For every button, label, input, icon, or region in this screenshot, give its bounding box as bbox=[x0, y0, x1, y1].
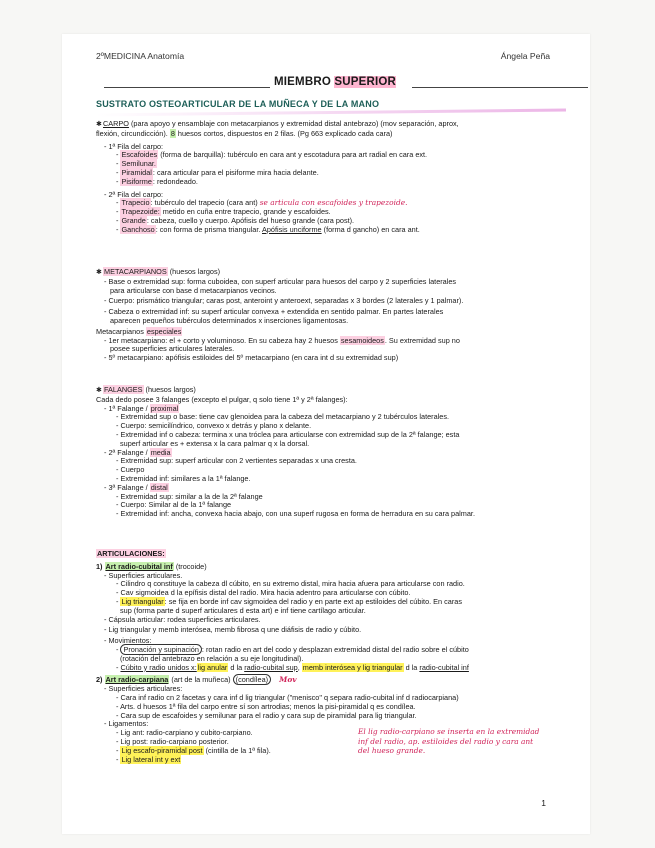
s2-text: Cav sigmoidea d la epífisis distal del radio. Mira hacia adentro para articularse con cúbito. bbox=[120, 588, 411, 598]
ganchoso-text-2: (forma d gancho) en cara ant. bbox=[321, 224, 420, 234]
articulaciones-heading bbox=[96, 550, 568, 559]
title-word-1: MIEMBRO bbox=[274, 76, 331, 88]
f2c-text: Extremidad inf: similares a la 1ª falange. bbox=[120, 473, 251, 483]
m1-line-1: - 1er metacarpiano: el + corto y voluminoso. En su cabeza hay 2 huesos sesamoideos. Su extremidad sup no bbox=[104, 335, 460, 345]
page-number: 1 bbox=[541, 798, 546, 809]
f1d-text: superf articular es + extensa x la cara palmar q x la dorsal. bbox=[120, 438, 310, 448]
f1a-text: Extremidad sup o base: tiene cav glenoidea para la cabeza del metacarpiano y 2 tubérculos laterales. bbox=[120, 412, 450, 422]
m1-text-a: 1er metacarpiano: el + corto y voluminoso. En su cabeza hay 2 huesos bbox=[108, 335, 340, 345]
g2-line: - Lig post: radio-carpiano posterior. bbox=[116, 736, 229, 746]
f2b-text: Cuerpo bbox=[120, 465, 145, 475]
sup2-text: Superficies articulares: bbox=[108, 684, 183, 694]
cabeza-text-2: aparecen pequeños tubérculos determinados x inserciones ligamentosas. bbox=[110, 315, 349, 325]
lig-anular-term: lig anular bbox=[197, 662, 228, 672]
title-rule-left bbox=[104, 87, 270, 88]
ganchoso-line: - Ganchoso: con forma de prisma triangular. Apófisis unciforme (forma d gancho) en cara ant. bbox=[116, 224, 420, 234]
base-text-1: Base o extremidad sup: forma cuboidea, con superf articular para huesos del carpo y 2 superficies laterales bbox=[108, 276, 457, 286]
art2-term: Art radio-carpiana bbox=[105, 675, 169, 685]
sesamoideos-term: sesamoideos bbox=[340, 335, 384, 345]
g2-text: Lig post: radio-carpiano posterior. bbox=[120, 736, 229, 746]
g1-line: - Lig ant: radio-carpiano y cubito-carpiano. bbox=[116, 728, 253, 738]
f2-term: media bbox=[150, 447, 171, 457]
art1-type: (trocoide) bbox=[173, 561, 207, 571]
grande-term: Grande bbox=[121, 215, 146, 225]
escafoides-line: - Escafoides (forma de barquilla): tubérculo en cara ant y escotadura para art radial en cara ext. bbox=[116, 150, 428, 160]
mov2-text-a: Cúbito y radio unidos x: bbox=[120, 662, 197, 672]
f3a-line: - Extremidad sup: similar a la de la 2ª falange bbox=[116, 491, 263, 501]
trapecio-text: : tubérculo del trapecio (cara ant) bbox=[150, 198, 258, 208]
f2a-text: Extremidad sup: superf articular con 2 vertientes separadas x una cresta. bbox=[120, 456, 357, 466]
grande-line: - Grande: cabeza, cuello y cuerpo. Apófisis del hueso grande (cara post). bbox=[116, 215, 355, 225]
semilunar-term: Semilunar. bbox=[121, 159, 156, 169]
f1-heading: - 1ª Falange / proximal bbox=[104, 403, 179, 413]
handwritten-note bbox=[358, 727, 539, 755]
f2-label: 2ª Falange / bbox=[108, 447, 150, 457]
trapecio-handwritten-note: se articula con escafoides y trapezoide. bbox=[259, 198, 408, 208]
t3-text: Cara sup de escafoides y semilunar para el radio y cara sup de piramidal para lig triangular. bbox=[120, 710, 417, 720]
f1-label: 1ª Falange / bbox=[108, 403, 150, 413]
mov-heading: - Movimientos: bbox=[104, 636, 152, 646]
falanges-block bbox=[96, 386, 568, 519]
grande-text: : cabeza, cuello y cuerpo. Apófisis del hueso grande (cara post). bbox=[146, 215, 355, 225]
piramidal-term: Piramidal bbox=[121, 167, 152, 177]
especiales-term: especiales bbox=[146, 326, 182, 336]
cabeza-text-1: Cabeza o extremidad inf: su superf articular convexa + extendida en sentido palmar. En partes laterales bbox=[108, 307, 444, 317]
title-row bbox=[96, 78, 550, 92]
mov-handwritten-note: Mov bbox=[279, 675, 297, 685]
t3-line: - Cara sup de escafoides y semilunar para el radio y cara sup de piramidal para lig triangular. bbox=[116, 710, 417, 720]
lig-text: Lig triangular y memb interósea, memb fibrosa q une diáfisis de radio y cúbito. bbox=[108, 625, 362, 635]
carpo-count: 8 bbox=[170, 128, 175, 138]
pronacion-term: Pronación y supinación bbox=[120, 644, 201, 655]
capsula-text: Cápsula articular: rodea superficies articulares. bbox=[108, 614, 261, 624]
mov2-text-c: d la bbox=[228, 662, 245, 672]
radio-cubital-sup-term: radio-cubital sup bbox=[244, 662, 298, 672]
handwritten-line-3: del hueso grande. bbox=[358, 745, 426, 755]
carpo-term: CARPO bbox=[103, 119, 129, 128]
lig-triangular-term: Lig triangular bbox=[121, 596, 164, 606]
pisiforme-text: : redondeado. bbox=[152, 176, 198, 186]
piramidal-text: : cara articular para el pisiforme mira hacia delante. bbox=[152, 167, 319, 177]
escafoides-text: (forma de barquilla): tubérculo en cara ant y escotadura para art radial en cara ext. bbox=[158, 150, 428, 160]
metacarpianos-term: METACARPIANOS bbox=[104, 267, 167, 276]
trapecio-term: Trapecio bbox=[121, 198, 150, 208]
carpo-line-2 bbox=[96, 130, 568, 139]
fila1-text: 1ª Fila del carpo: bbox=[108, 141, 164, 151]
cabeza-line-1: - Cabeza o extremidad inf: su superf articular convexa + extendida en sentido palmar. En partes laterales bbox=[104, 307, 444, 317]
articulaciones-block bbox=[96, 550, 568, 764]
ganchoso-text-1: : con forma de prisma triangular. bbox=[155, 224, 262, 234]
f1b-line: - Cuerpo: semicilíndrico, convexo x detrás y plano x delante. bbox=[116, 421, 312, 431]
ligs-heading: - Ligamentos: bbox=[104, 719, 149, 729]
sup-heading: - Superficies articulares. bbox=[104, 570, 183, 580]
header-author: Ángela Peña bbox=[500, 51, 550, 61]
trapezoide-term: Trapezoide: bbox=[121, 207, 160, 217]
s3-text-b: : se fija en borde inf cav sigmoidea del radio y en parte ext ap estiloides del cúbito. En caras bbox=[164, 596, 462, 606]
f3c-line: - Extremidad inf: ancha, convexa hacia abajo, con una superf rugosa en forma de herradura en su cara palmar. bbox=[116, 509, 475, 519]
trapezoide-line: - Trapezoide: metido en cuña entre trapecio, grande y escafoides. bbox=[116, 207, 331, 217]
art2-num: 2) bbox=[96, 675, 105, 685]
fila2-text: 2ª Fila del carpo: bbox=[108, 189, 164, 199]
s3-line: - Lig triangular: se fija en borde inf cav sigmoidea del radio y en parte ext ap estiloides del cúbito. En caras bbox=[116, 596, 462, 606]
title-rule-right bbox=[412, 87, 588, 88]
falanges-term: FALANGES bbox=[104, 385, 143, 394]
m5-text: 5º metacarpiano: apófisis estiloides del 5º metacarpiano (en cara int d su extremidad sup) bbox=[108, 353, 399, 363]
base-line-1: - Base o extremidad sup: forma cuboidea, con superf articular para huesos del carpo y 2 superficies laterales bbox=[104, 276, 457, 286]
m1-text-d: posee superficies articulares laterales. bbox=[110, 344, 235, 354]
f3-label: 3ª Falange / bbox=[108, 482, 150, 492]
g4-line: - Lig lateral int y ext bbox=[116, 754, 181, 764]
carpo-text-2a: flexión, circundicción). bbox=[96, 128, 170, 138]
trapezoide-text: metido en cuña entre trapecio, grande y escafoides. bbox=[160, 207, 331, 217]
f2a-line: - Extremidad sup: superf articular con 2 vertientes separadas x una cresta. bbox=[116, 456, 357, 466]
piramidal-line: - Piramidal: cara articular para el pisiforme mira hacia delante. bbox=[116, 167, 319, 177]
f1c-line: - Extremidad inf o cabeza: termina x una tróclea para articularse con extremidad sup de la 2ª falange; esta bbox=[116, 429, 460, 439]
ganchoso-term: Ganchoso bbox=[121, 224, 155, 234]
f3b-line: - Cuerpo: Similar al de la 1ª falange bbox=[116, 500, 232, 510]
star-bullet-icon: ✱ bbox=[96, 269, 102, 276]
semilunar-line: - Semilunar. bbox=[116, 159, 156, 169]
page-title bbox=[274, 78, 396, 87]
g1-text: Lig ant: radio-carpiano y cubito-carpiano. bbox=[120, 728, 253, 738]
carpo-text-1: (para apoyo y ensamblaje con metacarpianos y extremidad distal antebrazo) (mov separación, aprox, bbox=[128, 119, 459, 128]
s3-text-c: sup (forma parte d superf articulares d esta art) e inf tiene cartílago articular. bbox=[120, 605, 366, 615]
capsula-line: - Cápsula articular: rodea superficies articulares. bbox=[104, 614, 261, 624]
section-highlight bbox=[96, 109, 566, 117]
falanges-note: (huesos largos) bbox=[143, 385, 196, 394]
art2-note: (art de la muñeca) bbox=[169, 675, 233, 685]
handwritten-line-1: El lig radio-carpiano se inserta en la extremidad bbox=[358, 727, 540, 737]
metacarpianos-note: (huesos largos) bbox=[167, 267, 221, 276]
mov2-line: - Cúbito y radio unidos x:lig anular d la radio-cubital sup, memb interósea y lig triangular d la radio-cubital inf bbox=[116, 662, 469, 672]
mov2-text-e: , bbox=[297, 662, 302, 672]
lig-escafo-term: Lig escafo-piramidal post bbox=[121, 745, 203, 755]
s2-line: - Cav sigmoidea d la epífisis distal del radio. Mira hacia adentro para articularse con cúbito. bbox=[116, 588, 411, 598]
g3-line: - Lig escafo-piramidal post (cintilla de la 1ª fila). bbox=[116, 745, 271, 755]
metacarpianos-block bbox=[96, 268, 568, 363]
f3c-text: Extremidad inf: ancha, convexa hacia abajo, con una superf rugosa en forma de herradura en su cara palmar. bbox=[120, 509, 475, 519]
t2-line: - Arts. d huesos 1ª fila del carpo entre sí son artrodias; menos la pisi-piramidal q es condílea. bbox=[116, 701, 416, 711]
escafoides-term: Escafoides bbox=[121, 150, 158, 160]
m5-line: - 5º metacarpiano: apófisis estiloides del 5º metacarpiano (en cara int d su extremidad sup) bbox=[104, 353, 399, 363]
f1-term: proximal bbox=[150, 403, 179, 413]
carpo-block bbox=[96, 120, 568, 235]
base-text-2: para articularse con base d metacarpianos vecinos. bbox=[110, 285, 277, 295]
condilea-term: (condílea) bbox=[233, 674, 271, 685]
s1-text: Cilindro q constituye la cabeza dl cúbito, en su extremo distal, mira hacia afuera para articularse con radio. bbox=[120, 579, 465, 589]
radio-cubital-inf-term: radio-cubital inf bbox=[419, 662, 469, 672]
sup2-heading: - Superficies articulares: bbox=[104, 684, 183, 694]
f2-heading: - 2ª Falange / media bbox=[104, 447, 171, 457]
f1c-text: Extremidad inf o cabeza: termina x una tróclea para articularse con extremidad sup de la 2ª falange; esta bbox=[120, 429, 460, 439]
star-bullet-icon: ✱ bbox=[96, 387, 102, 394]
f3-term: distal bbox=[150, 482, 168, 492]
lig-line: - Lig triangular y memb interósea, memb fibrosa q une diáfisis de radio y cúbito. bbox=[104, 625, 362, 635]
title-word-2: SUPERIOR bbox=[334, 76, 397, 88]
mov-text: Movimientos: bbox=[108, 636, 152, 646]
ganchoso-apofisis: Apófisis unciforme bbox=[262, 224, 322, 234]
cuerpo-line: - Cuerpo: prismático triangular; caras post, anteroint y anteroext, separadas x 3 bordes (2 laterales y 1 palmar). bbox=[104, 296, 464, 306]
header-course: 2ºMEDICINA Anatomía bbox=[96, 51, 185, 61]
pisiforme-term: Pisiforme bbox=[121, 176, 152, 186]
notes-page bbox=[62, 34, 590, 834]
mov1-line: - Pronación y supinación : rotan radio en art del codo y desplazan extremidad distal del radio sobre el cúbito bbox=[116, 644, 469, 654]
art1-num: 1) bbox=[96, 561, 105, 571]
especiales-pre: Metacarpianos bbox=[96, 326, 146, 336]
sup-text: Superficies articulares. bbox=[108, 570, 183, 580]
t2-text: Arts. d huesos 1ª fila del carpo entre sí son artrodias; menos la pisi-piramidal q es condílea. bbox=[120, 701, 416, 711]
g3-text-b: (cintilla de la 1ª fila). bbox=[203, 745, 271, 755]
memb-interosea-term: memb interósea y lig triangular bbox=[302, 662, 403, 672]
f3a-text: Extremidad sup: similar a la de la 2ª falange bbox=[120, 491, 263, 501]
falanges-intro: Cada dedo posee 3 falanges (excepto el pulgar, q solo tiene 1ª y 2ª falanges): bbox=[96, 394, 348, 404]
mov1-text: : rotan radio en art del codo y desplazan extremidad distal del radio sobre el cúbito bbox=[201, 644, 469, 654]
articulaciones-term: ARTICULACIONES: bbox=[97, 549, 165, 558]
star-bullet-icon: ✱ bbox=[96, 121, 102, 128]
f3-heading: - 3ª Falange / distal bbox=[104, 482, 168, 492]
mov2-text-g: d la bbox=[403, 662, 420, 672]
ligs-text: Ligamentos: bbox=[108, 719, 149, 729]
cabeza-line-2 bbox=[96, 317, 568, 326]
mov1-text-c: (rotación del antebrazo en relación a su eje longitudinal). bbox=[120, 653, 304, 663]
base-line-2 bbox=[96, 287, 568, 296]
ligs-list bbox=[96, 729, 568, 764]
f2b-line: - Cuerpo bbox=[116, 465, 145, 475]
f3b-text: Cuerpo: Similar al de la 1ª falange bbox=[120, 500, 232, 510]
fila1-heading: - 1ª Fila del carpo: bbox=[104, 141, 164, 151]
s1-line: - Cilindro q constituye la cabeza dl cúbito, en su extremo distal, mira hacia afuera para articularse con radio. bbox=[116, 579, 465, 589]
trapecio-line: - Trapecio: tubérculo del trapecio (cara ant) se articula con escafoides y trapezoide. bbox=[116, 198, 408, 208]
lig-lateral-term: Lig lateral int y ext bbox=[121, 754, 181, 764]
f2c-line: - Extremidad inf: similares a la 1ª falange. bbox=[116, 473, 251, 483]
pisiforme-line: - Pisiforme: redondeado. bbox=[116, 176, 198, 186]
handwritten-line-2: inf del radio, ap. estiloides del radio y cara ant bbox=[358, 736, 534, 746]
carpo-text-2c: huesos cortos, dispuestos en 2 filas. (Pg 663 explicado cada cara) bbox=[175, 128, 393, 138]
f1a-line: - Extremidad sup o base: tiene cav glenoidea para la cabeza del metacarpiano y 2 tubérculos laterales. bbox=[116, 412, 450, 422]
section-heading: SUSTRATO OSTEOARTICULAR DE LA MUÑECA Y DE LA MANO bbox=[96, 99, 380, 109]
t1-line: - Cara inf radio cn 2 facetas y cara inf d lig triangular ("menisco" q separa radio-cubital inf d radiocarpiana) bbox=[116, 692, 459, 702]
cuerpo-text: Cuerpo: prismático triangular; caras post, anteroint y anteroext, separadas x 3 bordes (2 laterales y 1 palmar). bbox=[108, 296, 464, 306]
art1-term: Art radio-cubital inf bbox=[105, 561, 173, 571]
m1-text-c: . Su extremidad sup no bbox=[384, 335, 460, 345]
f1b-text: Cuerpo: semicilíndrico, convexo x detrás y plano x delante. bbox=[120, 421, 312, 431]
fila2-heading: - 2ª Fila del carpo: bbox=[104, 189, 164, 199]
t1-text: Cara inf radio cn 2 facetas y cara inf d lig triangular ("menisco" q separa radio-cubital inf d radiocarpiana) bbox=[120, 692, 459, 702]
